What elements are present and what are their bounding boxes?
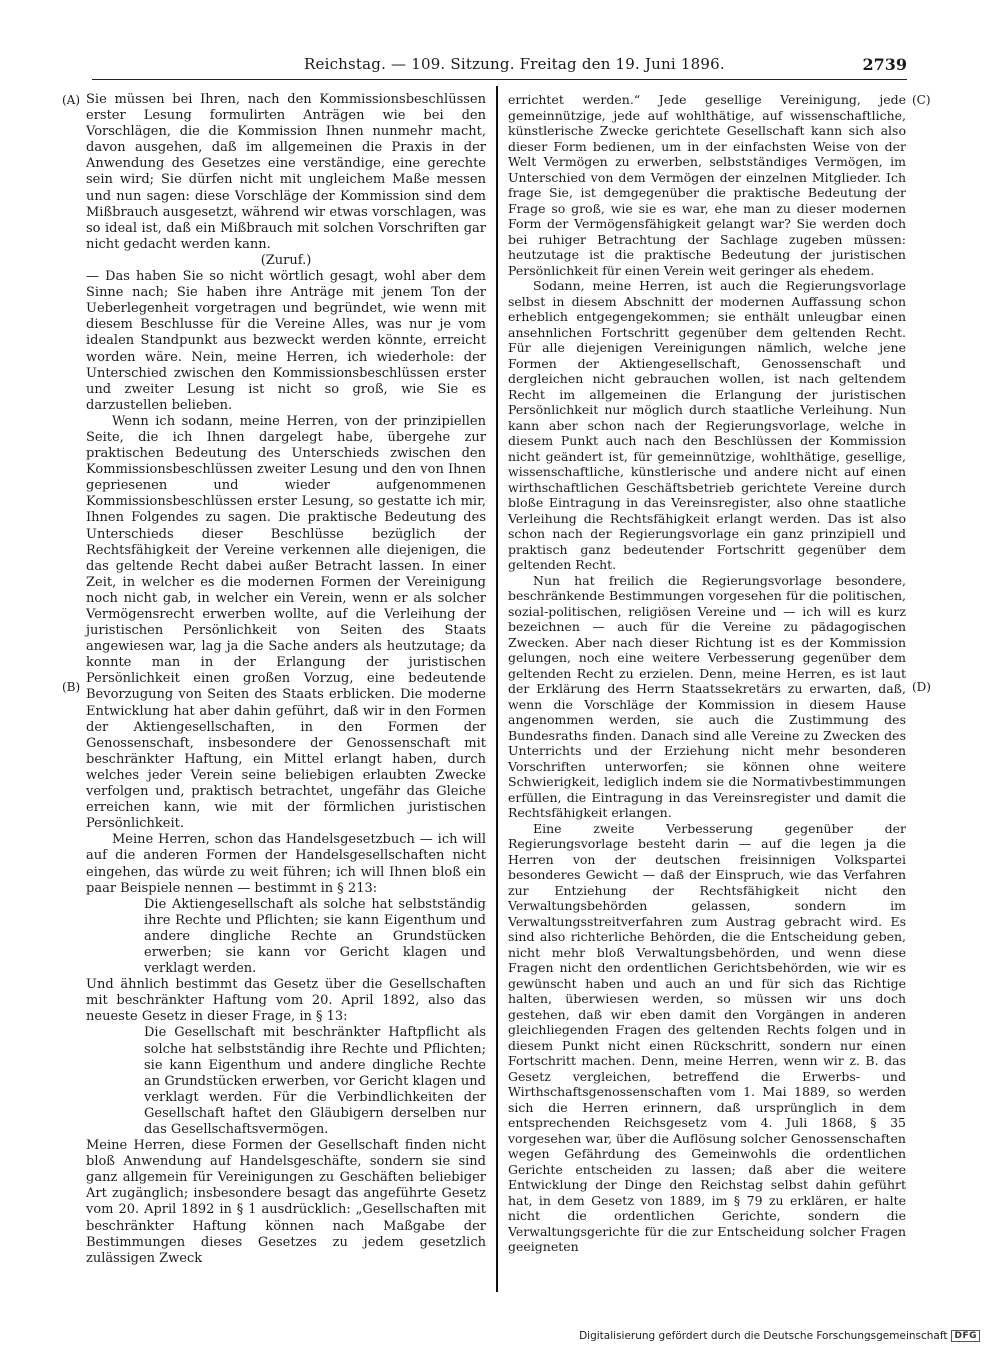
margin-letter-b: (B) [62, 680, 81, 694]
interjection: (Zuruf.) [260, 252, 312, 268]
paragraph: Eine zweite Verbesserung gegenüber der Regierungsvorlage besteht darin — auf die legen ja die Herren von der deutschen freisinnigen Volkspartei besonderes Gewicht — daß der Einspruch, wie das Verfahren zur Entziehung der Rechtsfähigkeit nicht den Verwaltungsbehörden gelassen, sondern im Verwaltungsstreitverfahren zum Austrag gebracht wird. Es sind also richterliche Behörden, die die Entscheidung geben, nicht mehr bloß Verwaltungsbehörden, und wenn diese Fragen nicht den ordentlichen Gerichtsbehörden, wie wir es gewünscht haben und auch an und für sich das Richtige halten, überwiesen werden, so müssen wir uns doch gestehen, daß wir eben damit den Vorgängen in anderen gleichliegenden Fragen des geltenden Rechts folgen und in diesem Punkt nicht einen Rückschritt, sondern nur einen Fortschritt machen. Denn, meine Herren, wenn wir z. B. das Gesetz vergleichen, betreffend die Erwerbs- und Wirthschaftsgenossenschaften vom 1. Mai 1889, so werden sich die Herren erinnern, daß ursprünglich in dem entsprechenden Reichsgesetz vom 4. Juli 1868, § 35 vorgesehen war, über die Auflösung solcher Genossenschaften wegen Gefährdung des Gemeinwohls die ordentlichen Gerichte entscheiden zu lassen; daß aber die weitere Entwicklung der Dinge den Reichstag selbst dahin geführt hat, in dem Gesetz von 1889, im § 79 zu erklären, er halte nicht die ordentlichen Gerichte, sondern die Verwaltungsgerichte für die zur Entscheidung solcher Fragen geeigneten [508, 820, 906, 1254]
margin-letter-c: (C) [912, 93, 931, 107]
dfg-logo-icon: DFG [951, 1330, 980, 1342]
paragraph: Sie müssen bei Ihren, nach den Kommissionsbeschlüssen erster Lesung formulirten Anträgen wie bei den Vorschlägen, die die Kommission Ihnen nunmehr macht, davon ausgehen, daß im allgemeinen die Praxis in der Anwendung des Gesetzes eine verständige, eine gerechte sein wird; Sie dürfen nicht mit ungleichem Maße messen und nun sagen: diese Vorschläge der Kommission sind dem Mißbrauch ausgesetzt, während wir etwas vorschlagen, was so ideal ist, daß ein Mißbrauch mit solchen Vorschriften gar nicht gedacht werden kann. [86, 92, 486, 252]
page-number: 2739 [862, 55, 907, 74]
paragraph: Und ähnlich bestimmt das Gesetz über die Gesellschaften mit beschränkter Haftung vom 20. April 1892, also das neueste Gesetz in dieser Frage, in § 13: [86, 977, 486, 1025]
paragraph: — Das haben Sie so nicht wörtlich gesagt, wohl aber dem Sinne nach; Sie haben ihre Anträge mit jenem Ton der Ueberlegenheit vorgetragen und begründet, wie wenn mit diesem Beschlusse für die Vereine Alles, was nur je vom idealen Standpunkt aus bezweckt werden könnte, erreicht worden wäre. Nein, meine Herren, ich wiederhole: der Unterschied zwischen den Kommissionsbeschlüssen erster und zweiter Lesung ist nicht so groß, wie Sie es darzustellen belieben. [86, 269, 486, 413]
right-column [508, 92, 906, 1255]
footer-credit [579, 1330, 980, 1342]
margin-letter-a: (A) [62, 93, 81, 107]
running-header [92, 52, 907, 78]
paragraph: Sodann, meine Herren, ist auch die Regierungsvorlage selbst in diesem Abschnitt der modernen Auffassung schon erheblich entgegengekommen; sie enthält unleugbar einen ansehnlichen Fortschritt gegenüber dem geltenden Recht. Für alle diejenigen Vereinigungen nämlich, welche jene Formen der Aktiengesellschaft, Genossenschaft und dergleichen nicht gebrauchen wollen, ist nach geltendem Recht im allgemeinen die Erlangung der juristischen Persönlichkeit nur möglich durch staatliche Verleihung. Nun kann aber schon nach der Regierungsvorlage, welche in diesem Punkt auch nach den Beschlüssen der Kommission nicht geändert ist, für gemeinnützige, wohlthätige, gesellige, wissenschaftliche, künstlerische und andere nicht auf einen wirthschaftlichen Geschäftsbetrieb gerichtete Vereine durch bloße Eintragung in das Vereinsregister, also ohne staatliche Verleihung die Rechtsfähigkeit erlangt werden. Das ist also schon nach der Regierungsvorlage ein ganz prinzipiell und praktisch ganz bedeutender Fortschritt gegenüber dem geltenden Recht. [508, 278, 906, 572]
paragraph: Meine Herren, diese Formen der Gesellschaft finden nicht bloß Anwendung auf Handelsgeschäfte, sondern sie sind ganz allgemein für Vereinigungen zu Geschäften beliebiger Art zugänglich; insbesondere besagt das angeführte Gesetz vom 20. April 1892 in § 1 ausdrücklich: „Gesellschaften mit beschränkter Haftung können nach Maßgabe der Bestimmungen dieses Gesetzes zu jedem gesetzlich zulässigen Zweck [86, 1138, 486, 1266]
margin-letter-d: (D) [912, 680, 931, 694]
paragraph: Nun hat freilich die Regierungsvorlage besondere, beschränkende Bestimmungen vorgesehen für die politischen, sozial-politischen, religiösen Vereine und — ich will es kurz bezeichnen — auch für die Vereine zu pädagogischen Zwecken. Aber nach dieser Richtung ist es der Kommission gelungen, noch eine weitere Verbesserung gegenüber dem geltenden Recht zu erzielen. Denn, meine Herren, es ist laut der Erklärung des Herrn Staatssekretärs zu erwarten, daß, wenn die Vorschläge der Kommission in diesem Hause angenommen werden, sie auch die Zustimmung des Bundesraths finden. Danach sind alle Vereine zu Zwecken des Unterrichts und der Erziehung nicht mehr besonderen Vorschriften unterworfen; sie können ohne weitere Schwierigkeit, lediglich indem sie die Normativbestimmungen erfüllen, die Eintragung in das Vereinsregister und damit die Rechtsfähigkeit erlangen. [508, 572, 906, 820]
block-quote: Die Aktiengesellschaft als solche hat selbstständig ihre Rechte und Pflichten; sie kann Eigenthum und andere dingliche Rechte an Grundstücken erwerben; sie kann vor Gericht klagen und verklagt werden. [144, 896, 486, 977]
block-quote: Die Gesellschaft mit beschränkter Haftpflicht als solche hat selbstständig ihre Rechte und Pflichten; sie kann Eigenthum und andere dingliche Rechte an Grundstücken erwerben, vor Gericht klagen und verklagt werden. Für die Verbindlichkeiten der Gesellschaft haftet den Gläubigern derselben nur das Gesellschaftsvermögen. [144, 1025, 486, 1137]
paragraph: Meine Herren, schon das Handelsgesetzbuch — ich will auf die anderen Formen der Handelsgesellschaften nicht eingehen, das würde zu weit führen; ich will Ihnen bloß ein paar Beispiele nennen — bestimmt in § 213: [86, 832, 486, 896]
column-divider [496, 86, 498, 1292]
running-title: Reichstag. — 109. Sitzung. Freitag den 19. Juni 1896. [304, 55, 725, 73]
footer-text: Digitalisierung gefördert durch die Deutsche Forschungsgemeinschaft [579, 1330, 948, 1342]
left-column [86, 92, 486, 1267]
paragraph: errichtet werden.“ Jede gesellige Vereinigung, jede gemeinnützige, jede auf wohlthätige, auf wissenschaftliche, künstlerische Zwecke gerichtete Gesellschaft kann sich also dieser Form bedienen, um in der einfachsten Weise von der Welt Vermögen zu erwerben, selbstständiges Vermögen, im Unterschied von dem Vermögen der einzelnen Mitglieder. Ich frage Sie, ist demgegenüber die praktische Bedeutung der Frage so groß, wie sie es war, ehe man zu dieser modernen Form der Vermögensfähigkeit gelangt war? Sie werden doch bei ruhiger Betrachtung der Sachlage zugeben müssen: heutzutage ist die praktische Bedeutung der juristischen Persönlichkeit für einen Verein weit geringer als ehedem. [508, 92, 906, 278]
header-rule [92, 79, 907, 80]
paragraph: Wenn ich sodann, meine Herren, von der prinzipiellen Seite, die ich Ihnen dargelegt habe, übergehe zur praktischen Bedeutung des Unterschieds zwischen den Kommissionsbeschlüssen zweiter Lesung und den von Ihnen gepriesenen und wieder aufgenommenen Kommissionsbeschlüssen erster Lesung, so gestatte ich mir, Ihnen Folgendes zu sagen. Die praktische Bedeutung des Unterschieds dieser Beschlüsse bezüglich der Rechtsfähigkeit der Vereine verkennen alle diejenigen, die das geltende Recht dabei außer Betracht lassen. In einer Zeit, in welcher es die modernen Formen der Vereinigung noch nicht gab, in welcher ein Verein, wenn er als solcher Vermögensrecht erwerben wollte, auf die Verleihung der juristischen Persönlichkeit von Seiten des Staats angewiesen war, lag ja die Sache anders als heutzutage; da konnte man in der Erlangung der juristischen Persönlichkeit einen großen Vorzug, eine bedeutende Bevorzugung von Seiten des Staats erblicken. Die moderne Entwicklung hat aber dahin geführt, daß wir in den Formen der Aktiengesellschaften, in den Formen der Genossenschaft, insbesondere der Genossenschaft mit beschränkter Haftung, ein Mittel erlangt haben, durch welches jeder Verein seine beliebigen erlaubten Zwecke verfolgen und, praktisch betrachtet, ungefähr das Gleiche erreichen kann, wie mit der förmlichen juristischen Persönlichkeit. [86, 413, 486, 832]
